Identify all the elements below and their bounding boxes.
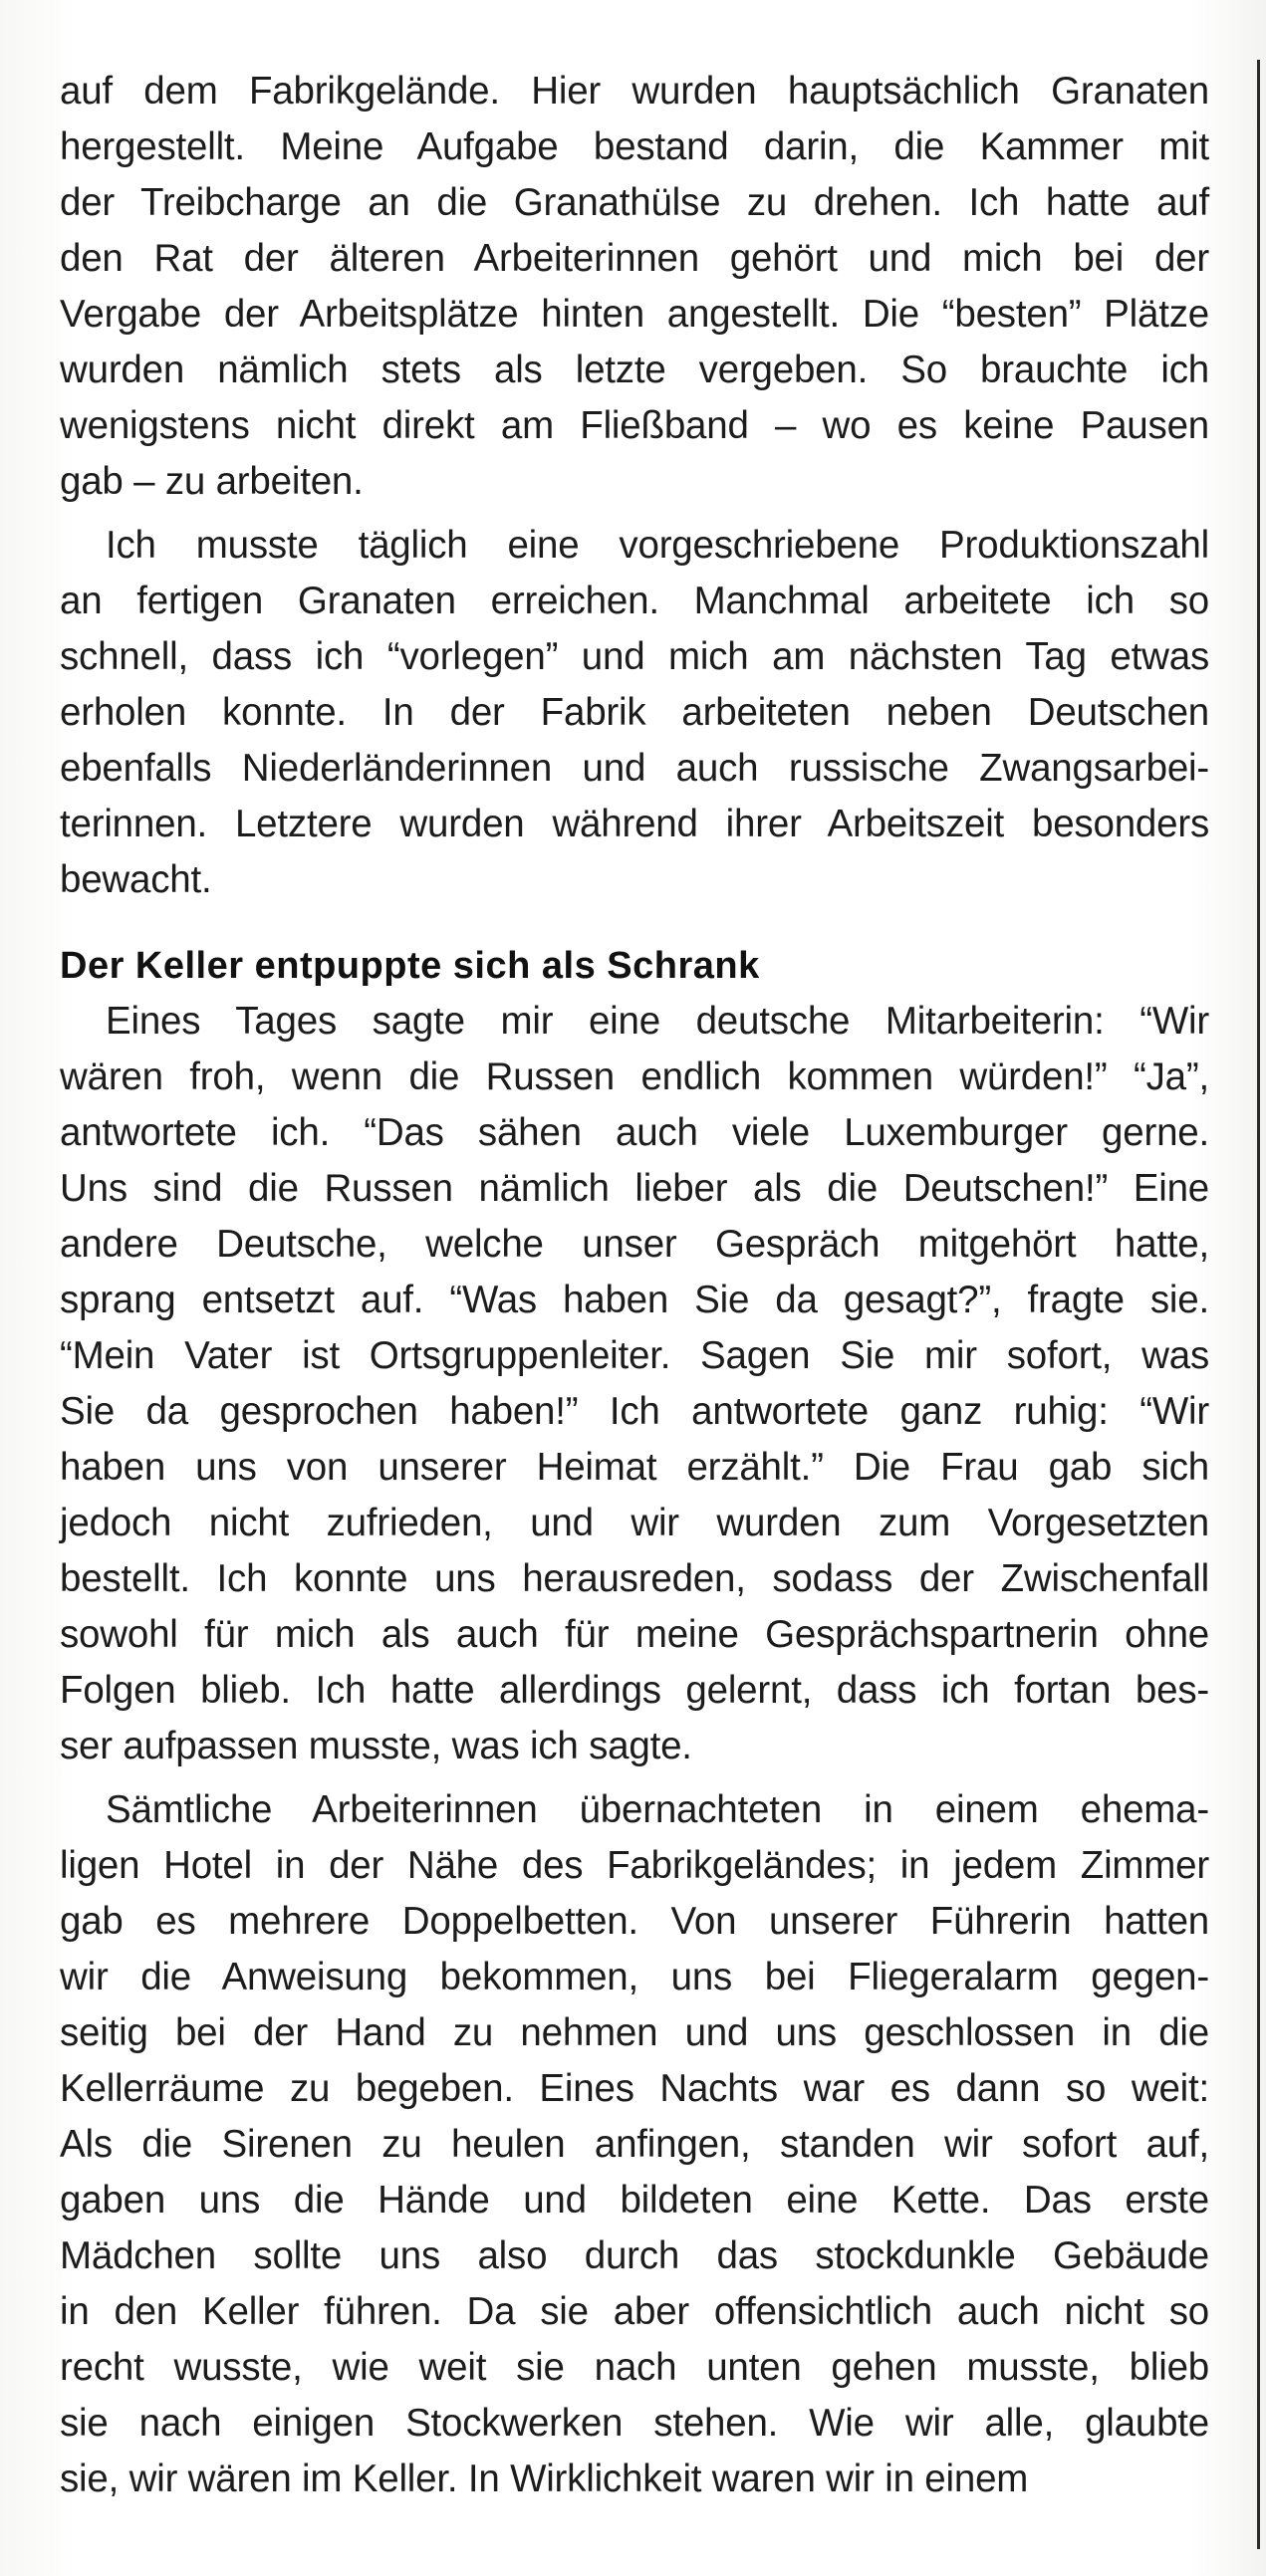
text-line: auf dem Fabrikgelände. Hier wurden hauptsächlich Granaten: [60, 70, 1209, 113]
text-line: sprang entsetzt auf. “Was haben Sie da gesagt?”, fragte sie.: [60, 1279, 1209, 1321]
text-line: Vergabe der Arbeitsplätze hinten angestellt. Die “besten” Plätze: [60, 293, 1209, 336]
text-line: den Rat der älteren Arbeiterinnen gehört und mich bei der: [60, 237, 1209, 280]
text-line: wir die Anweisung bekommen, uns bei Fliegeralarm gegen-: [60, 1956, 1209, 1998]
text-line: jedoch nicht zufrieden, und wir wurden zum Vorgesetzten: [60, 1502, 1209, 1544]
text-column: [60, 64, 1209, 2507]
paragraph: [60, 64, 1209, 510]
section-heading: Der Keller entpuppte sich als Schrank: [60, 945, 760, 987]
text-line: ligen Hotel in der Nähe des Fabrikgeländes; in jedem Zimmer: [60, 1844, 1209, 1887]
text-line: andere Deutsche, welche unser Gespräch mitgehört hatte,: [60, 1223, 1209, 1266]
text-line: Sie da gesprochen haben!” Ich antwortete ganz ruhig: “Wir: [60, 1390, 1209, 1433]
text-line: bestellt. Ich konnte uns herausreden, sodass der Zwischenfall: [60, 1557, 1209, 1600]
paragraph-spacer: [60, 510, 1209, 518]
text-line: in den Keller führen. Da sie aber offensichtlich auch nicht so: [60, 2290, 1209, 2333]
text-line: terinnen. Letztere wurden während ihrer Arbeitszeit besonders: [60, 803, 1209, 845]
paragraph-spacer: [60, 1774, 1209, 1782]
paragraph: [60, 518, 1209, 908]
text-line: “Mein Vater ist Ortsgruppenleiter. Sagen Sie mir sofort, was: [60, 1334, 1209, 1377]
text-line: recht wusste, wie weit sie nach unten gehen musste, blieb: [60, 2346, 1209, 2389]
text-line: der Treibcharge an die Granathülse zu drehen. Ich hatte auf: [60, 181, 1209, 224]
text-line: gaben uns die Hände und bildeten eine Kette. Das erste: [60, 2179, 1209, 2222]
text-line: wären froh, wenn die Russen endlich kommen würden!” “Ja”,: [60, 1055, 1209, 1098]
text-line: gab es mehrere Doppelbetten. Von unserer Führerin hatten: [60, 1900, 1209, 1943]
text-line: Folgen blieb. Ich hatte allerdings gelernt, dass ich fortan bes-: [60, 1669, 1209, 1712]
paragraph: [60, 1782, 1209, 2507]
text-line: sie, wir wären im Keller. In Wirklichkeit waren wir in einem: [60, 2458, 1029, 2500]
text-line: ser aufpassen musste, was ich sagte.: [60, 1725, 692, 1767]
text-line: Uns sind die Russen nämlich lieber als die Deutschen!” Eine: [60, 1167, 1209, 1210]
text-line: erholen konnte. In der Fabrik arbeiteten neben Deutschen: [60, 691, 1209, 734]
text-line: seitig bei der Hand zu nehmen und uns geschlossen in die: [60, 2011, 1209, 2054]
paragraphs-before: [60, 64, 1209, 908]
text-line: Als die Sirenen zu heulen anfingen, standen wir sofort auf,: [60, 2123, 1209, 2166]
text-line: hergestellt. Meine Aufgabe bestand darin, die Kammer mit: [60, 125, 1209, 168]
text-line: Sämtliche Arbeiterinnen übernachteten in einem ehema-: [106, 1788, 1209, 1831]
text-line: antwortete ich. “Das sähen auch viele Luxemburger gerne.: [60, 1111, 1209, 1154]
paragraphs-after: [60, 994, 1209, 2507]
paragraph: [60, 994, 1209, 1774]
text-line: Mädchen sollte uns also durch das stockdunkle Gebäude: [60, 2234, 1209, 2277]
page-edge-rule: [1257, 60, 1260, 2549]
text-line: an fertigen Granaten erreichen. Manchmal arbeitete ich so: [60, 580, 1209, 622]
text-line: sowohl für mich als auch für meine Gesprächspartnerin ohne: [60, 1613, 1209, 1656]
text-line: gab – zu arbeiten.: [60, 460, 364, 503]
text-line: Eines Tages sagte mir eine deutsche Mitarbeiterin: “Wir: [106, 1000, 1209, 1043]
text-line: schnell, dass ich “vorlegen” und mich am nächsten Tag etwas: [60, 635, 1209, 678]
text-line: haben uns von unserer Heimat erzählt.” Die Frau gab sich: [60, 1446, 1209, 1489]
text-line: Ich musste täglich eine vorgeschriebene Produktionszahl: [106, 524, 1209, 567]
text-line: ebenfalls Niederländerinnen und auch russische Zwangsarbei-: [60, 747, 1209, 790]
text-line: wurden nämlich stets als letzte vergeben. So brauchte ich: [60, 349, 1209, 391]
text-line: wenigstens nicht direkt am Fließband – wo es keine Pausen: [60, 404, 1209, 447]
text-line: bewacht.: [60, 858, 212, 901]
text-line: Kellerräume zu begeben. Eines Nachts war es dann so weit:: [60, 2067, 1209, 2110]
section-spacer: [60, 908, 1209, 938]
text-line: sie nach einigen Stockwerken stehen. Wie wir alle, glaubte: [60, 2402, 1209, 2445]
